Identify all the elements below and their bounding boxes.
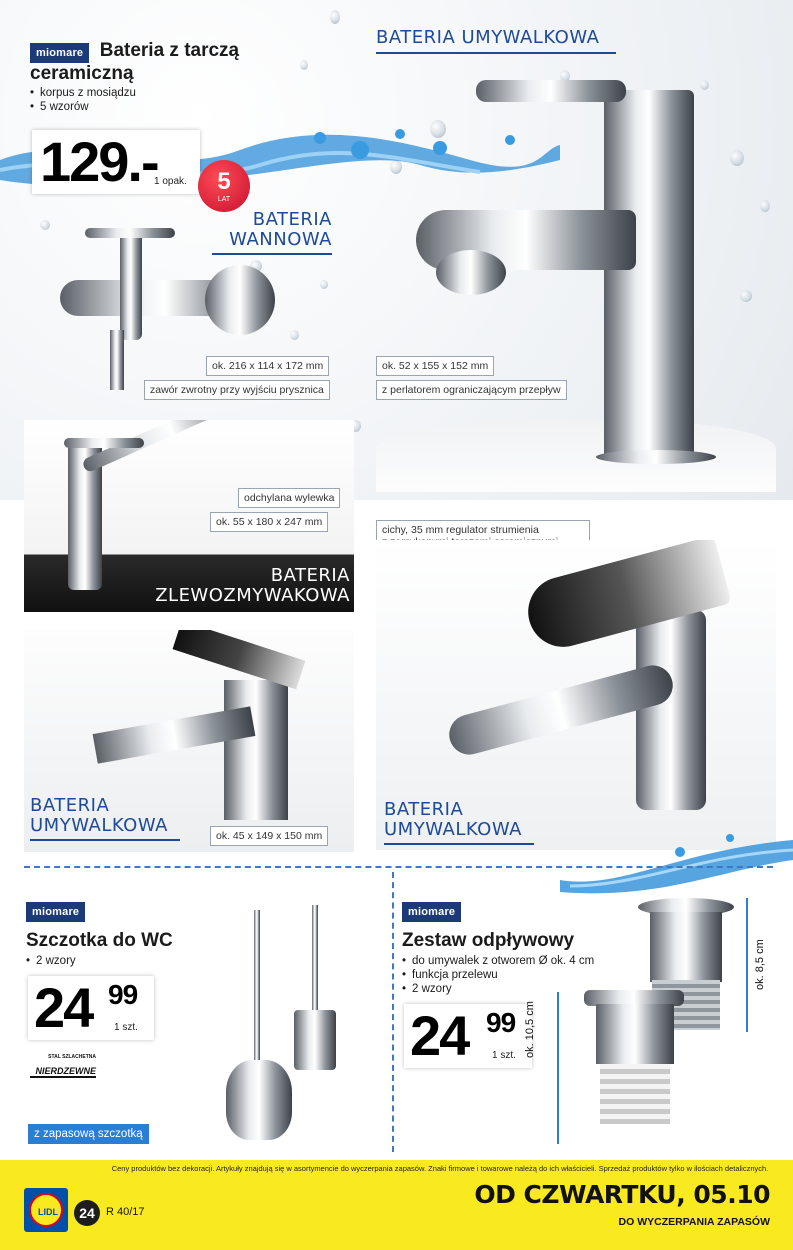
- section-title: BATERIA UMYWALKOWA: [376, 27, 600, 48]
- lidl-logo: [24, 1188, 68, 1232]
- product-photo-wc-brushes: [220, 900, 360, 1150]
- spare-brush-banner: [28, 1124, 149, 1144]
- spec-zlew-feature: odchylana wylewka: [238, 488, 340, 508]
- feature-item: • 2 wzory: [402, 982, 642, 996]
- price-value: 129.-: [40, 130, 158, 193]
- badge-text: NIERDZEWNE: [30, 1066, 96, 1078]
- price-unit: 1 szt.: [492, 1050, 516, 1061]
- warranty-years: 5: [217, 168, 231, 195]
- spec-left-dimensions: ok. 45 x 149 x 150 mm: [210, 826, 328, 846]
- section-label-zlewozmywakowa: [140, 566, 350, 606]
- spec-line: cichy, 35 mm regulator strumienia: [382, 524, 539, 536]
- brand-logo: miomare: [30, 43, 89, 63]
- price-tag: [28, 976, 154, 1040]
- dimension-arrow-short: [746, 898, 748, 1032]
- price-integer: 24: [34, 976, 93, 1039]
- product-title-line2: ceramiczną: [30, 63, 134, 84]
- stainless-steel-badge: [30, 1054, 96, 1094]
- feature-item: • funkcja przelewu: [402, 968, 642, 982]
- dimension-label-tall: ok. 10,5 cm: [524, 1001, 536, 1058]
- brand-logo: miomare: [402, 902, 461, 922]
- page-number: 24: [74, 1200, 100, 1226]
- section-label-umywalkowa-right: [384, 800, 534, 845]
- badge-caption: STAL SZLACHETNA: [48, 1054, 96, 1060]
- product-features: [26, 954, 226, 968]
- warranty-label: LAT: [217, 196, 231, 203]
- spec-umywalkowa-dimensions: ok. 52 x 155 x 152 mm: [376, 356, 494, 376]
- section-label-umywalkowa-left: [30, 796, 180, 841]
- issue-code: R 40/17: [106, 1206, 145, 1218]
- title-underline: [30, 839, 180, 841]
- spec-wannowa-feature: zawór zwrotny przy wyjściu prysznica: [144, 380, 330, 400]
- title-underline: [384, 843, 534, 845]
- feature-item: • 5 wzorów: [30, 100, 330, 114]
- price-decimal: 99: [108, 979, 138, 1010]
- product1-header: [30, 40, 330, 114]
- product-photo-basin-faucet-tall: [376, 60, 776, 492]
- section-title: BATERIA: [270, 565, 350, 586]
- section-title-line2: ZLEWOZMYWAKOWA: [155, 585, 350, 606]
- section-title: BATERIA: [384, 799, 464, 820]
- product-photo-drain-sets: [570, 890, 750, 1150]
- footer-bar: [0, 1160, 793, 1250]
- section-title: BATERIA: [30, 795, 110, 816]
- spec-umywalkowa-feature: z perlatorem ograniczającym przepływ: [376, 380, 567, 400]
- brand-logo: miomare: [26, 902, 85, 922]
- separator-vertical: [392, 872, 394, 1152]
- price-unit: 1 opak.: [154, 176, 187, 187]
- banner-text: z zapasową szczotką: [34, 1128, 143, 1140]
- feature-item: • do umywalek z otworem Ø ok. 4 cm: [402, 954, 642, 968]
- separator-horizontal: [24, 866, 773, 868]
- section-title-line2: UMYWALKOWA: [384, 819, 522, 840]
- price-integer: 24: [410, 1004, 469, 1067]
- section-title: BATERIA: [252, 209, 332, 230]
- offer-date-headline: OD CZWARTKU, 05.10: [474, 1180, 770, 1209]
- product-title: Bateria z tarczą: [99, 40, 240, 61]
- price-tag: [32, 130, 200, 194]
- feature-item: • 2 wzory: [26, 954, 226, 968]
- dimension-arrow-tall: [557, 992, 559, 1144]
- product2-header: [26, 902, 226, 968]
- footer-disclaimer: Ceny produktów bez dekoracji. Artykuły znajdują się w asortymencie do wyczerpania zapasów. Znaki firmowe i towarowe należą do ich właścicieli. Sprzedaż produktów tylko w ilościach detalicznych.: [111, 1164, 769, 1173]
- title-underline: [376, 52, 616, 54]
- lidl-logo-text: LIDL: [38, 1207, 58, 1217]
- section-title-line2: WANNOWA: [229, 229, 332, 250]
- section-title-line2: UMYWALKOWA: [30, 815, 168, 836]
- product-title: Szczotka do WC: [26, 930, 173, 951]
- offer-subline: DO WYCZERPANIA ZAPASÓW: [618, 1216, 770, 1228]
- section-label-umywalkowa-top: [376, 28, 616, 54]
- product-title: Zestaw odpływowy: [402, 930, 575, 951]
- feature-item: • korpus z mosiądzu: [30, 86, 330, 100]
- price-unit: 1 szt.: [114, 1022, 138, 1033]
- dimension-label-short: ok. 8,5 cm: [754, 939, 766, 990]
- spec-zlew-dimensions: ok. 55 x 180 x 247 mm: [210, 512, 328, 532]
- price-tag: [404, 1004, 532, 1068]
- price-decimal: 99: [486, 1007, 516, 1038]
- product-features: [30, 86, 330, 114]
- warranty-badge: [198, 160, 250, 212]
- spec-wannowa-dimensions: ok. 216 x 114 x 172 mm: [206, 356, 329, 376]
